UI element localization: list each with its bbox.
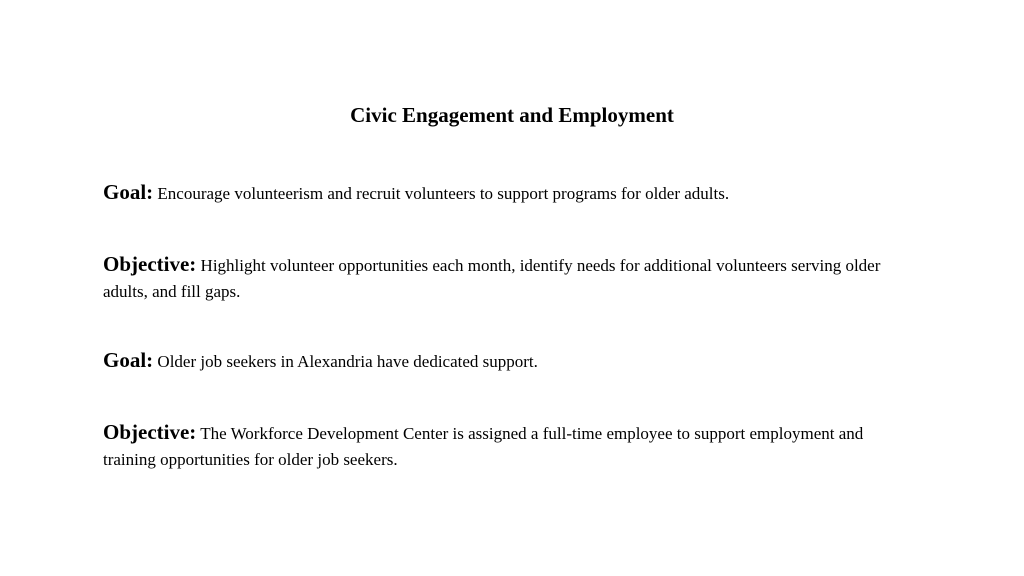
slide-title: Civic Engagement and Employment xyxy=(350,103,674,127)
objective-label: Objective: xyxy=(103,252,197,276)
goal-text: Older job seekers in Alexandria have dedicated support. xyxy=(157,352,538,371)
goal-label: Goal: xyxy=(103,348,154,372)
goal-job-seekers xyxy=(103,347,903,375)
objective-label: Objective: xyxy=(103,420,197,444)
objective-volunteer-opportunities xyxy=(103,251,903,305)
goal-volunteerism xyxy=(103,179,903,207)
goal-text: Encourage volunteerism and recruit volunteers to support programs for older adults. xyxy=(157,184,730,203)
objective-text: Highlight volunteer opportunities each month, identify needs for additional volunteers serving older adults, and fill gaps. xyxy=(103,256,881,301)
objective-workforce-center xyxy=(103,419,903,473)
objective-text: The Workforce Development Center is assigned a full-time employee to support employment and training opportunities for older job seekers. xyxy=(103,424,864,469)
goal-label: Goal: xyxy=(103,180,154,204)
